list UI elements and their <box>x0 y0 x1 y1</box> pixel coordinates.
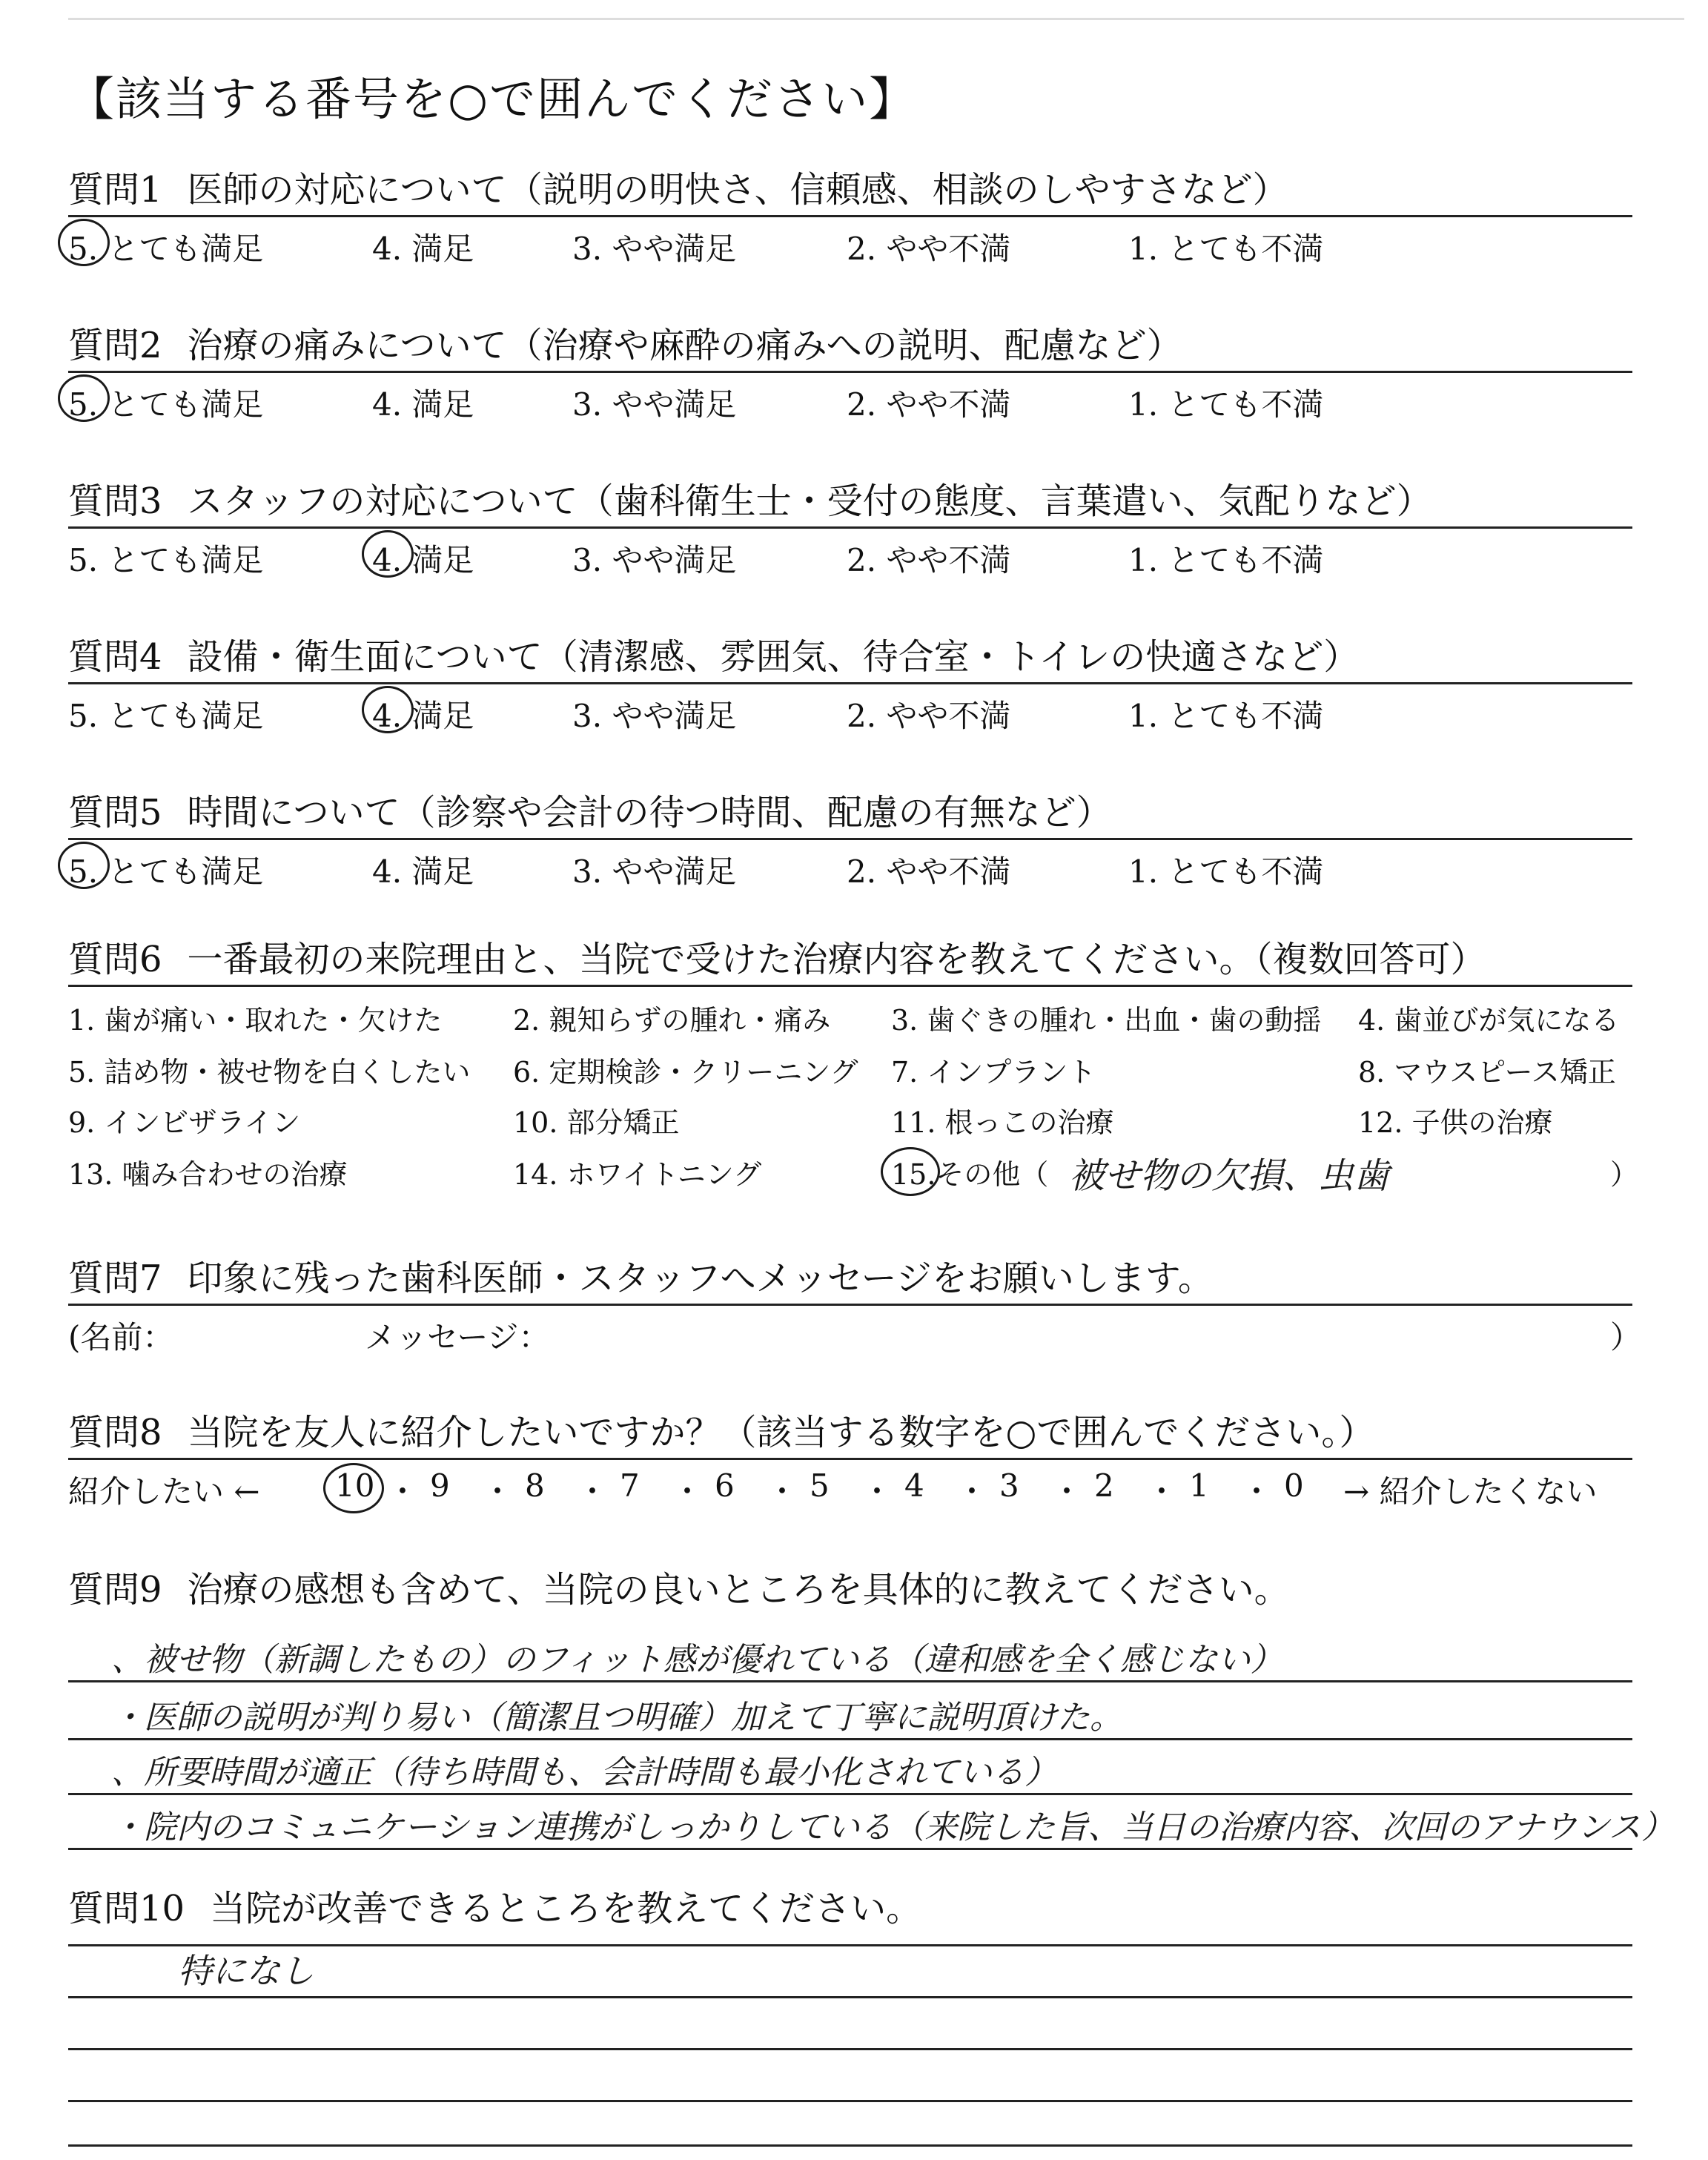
question-number: 質問4 <box>68 636 162 678</box>
question-text: 印象に残った歯科医師・スタッフへメッセージをお願いします。 <box>187 1258 1214 1299</box>
rating-options <box>68 373 1632 422</box>
reason-option-8[interactable]: 8. マウスピース矯正 <box>1358 1056 1616 1089</box>
other-reason-handwritten[interactable]: 被せ物の欠損、虫歯 <box>1069 1155 1390 1197</box>
question-text: 設備・衛生面について（清潔感、雰囲気、待合室・トイレの快適さなど） <box>187 636 1360 678</box>
rating-option-4[interactable]: 4. 満足 <box>372 386 474 423</box>
rating-option-4[interactable]: 4. 満足 <box>372 542 474 578</box>
rating-option-3[interactable]: 3. やや満足 <box>572 386 737 423</box>
rating-option-3[interactable]: 3. やや満足 <box>572 231 737 267</box>
scale-value-7[interactable]: 7 <box>620 1467 640 1504</box>
reason-option-1[interactable]: 1. 歯が痛い・取れた・欠けた <box>68 1004 443 1037</box>
selection-circle <box>362 530 414 578</box>
rating-options <box>68 217 1632 266</box>
rating-option-4[interactable]: 4. 満足 <box>372 231 474 267</box>
rating-option-5[interactable]: 5. とても満足 <box>68 231 264 267</box>
scale-separator: ・ <box>1051 1473 1083 1510</box>
question-5 <box>68 787 1632 889</box>
question-text: 医師の対応について（説明の明快さ、信頼感、相談のしやすさなど） <box>187 169 1288 211</box>
reason-option-12[interactable]: 12. 子供の治療 <box>1358 1106 1553 1139</box>
question-2 <box>68 320 1632 422</box>
reason-option-13[interactable]: 13. 噛み合わせの治療 <box>68 1158 348 1191</box>
close-paren: ） <box>1610 1158 1639 1191</box>
rating-option-3[interactable]: 3. やや満足 <box>572 542 737 578</box>
rating-option-5[interactable]: 5. とても満足 <box>68 853 264 890</box>
scale-value-0[interactable]: 0 <box>1284 1467 1304 1504</box>
rating-option-3[interactable]: 3. やや満足 <box>572 853 737 890</box>
scale-value-8[interactable]: 8 <box>525 1467 545 1504</box>
scale-separator: ・ <box>1146 1473 1178 1510</box>
reason-option-5[interactable]: 5. 詰め物・被せ物を白くしたい <box>68 1056 471 1089</box>
question-9 <box>68 1565 1632 1615</box>
rating-option-2[interactable]: 2. やや不満 <box>847 542 1011 578</box>
question-text: 治療の感想も含めて、当院の良いところを具体的に教えてください。 <box>187 1569 1290 1611</box>
scale-separator: ・ <box>956 1473 988 1510</box>
rating-option-3[interactable]: 3. やや満足 <box>572 698 737 734</box>
scale-separator: ・ <box>672 1473 704 1510</box>
reason-option-14[interactable]: 14. ホワイトニング <box>513 1158 762 1191</box>
scale-separator: ・ <box>767 1473 798 1510</box>
scale-right-label: → 紹介したくない <box>1343 1473 1598 1510</box>
question-number: 質問5 <box>68 792 162 833</box>
instruction-header: 【該当する番号を○で囲んでください】 <box>68 72 917 126</box>
question-6 <box>68 934 1639 1209</box>
rating-option-1[interactable]: 1. とても不満 <box>1128 853 1324 890</box>
question-number: 質問1 <box>68 169 162 211</box>
rating-option-4[interactable]: 4. 満足 <box>372 698 474 734</box>
rating-option-2[interactable]: 2. やや不満 <box>847 231 1011 267</box>
question-4 <box>68 632 1632 733</box>
scale-value-5[interactable]: 5 <box>810 1467 830 1504</box>
reason-option-3[interactable]: 3. 歯ぐきの腫れ・出血・歯の動揺 <box>891 1004 1322 1037</box>
message-label[interactable]: メッセージ： <box>365 1319 550 1355</box>
question-text: 一番最初の来院理由と、当院で受けた治療内容を教えてください。（複数回答可） <box>187 939 1486 980</box>
question-1 <box>68 165 1632 266</box>
rating-option-5[interactable]: 5. とても満足 <box>68 698 264 734</box>
answer-line <box>68 2143 1632 2147</box>
question-text: 治療の痛みについて（治療や麻酔の痛みへの説明、配慮など） <box>187 325 1182 366</box>
reason-options-grid <box>68 987 1639 1209</box>
reason-option-2[interactable]: 2. 親知らずの腫れ・痛み <box>513 1004 831 1037</box>
rating-option-5[interactable]: 5. とても満足 <box>68 386 264 423</box>
selection-circle <box>58 374 110 422</box>
rating-option-1[interactable]: 1. とても不満 <box>1128 542 1324 578</box>
question-number: 質問7 <box>68 1258 162 1299</box>
reason-option-11[interactable]: 11. 根っこの治療 <box>891 1106 1114 1139</box>
rating-option-4[interactable]: 4. 満足 <box>372 853 474 890</box>
selection-circle <box>323 1463 384 1513</box>
scale-separator: ・ <box>577 1473 609 1510</box>
question-text: 当院が改善できるところを教えてください。 <box>210 1888 922 1929</box>
scale-value-6[interactable]: 6 <box>715 1467 735 1504</box>
rating-option-1[interactable]: 1. とても不満 <box>1128 386 1324 423</box>
scan-edge-line <box>68 18 1684 20</box>
reason-option-9[interactable]: 9. インビザライン <box>68 1106 301 1139</box>
scale-separator: ・ <box>482 1473 514 1510</box>
good-point-handwritten[interactable]: 、被せ物（新調したもの）のフィット感が優れている（違和感を全く感じない） <box>111 1641 1283 1679</box>
selection-circle <box>58 842 110 889</box>
reason-option-7[interactable]: 7. インプラント <box>891 1056 1096 1089</box>
rating-option-2[interactable]: 2. やや不満 <box>847 698 1011 734</box>
rating-options <box>68 529 1632 578</box>
good-point-handwritten[interactable]: ・院内のコミュニケーション連携がしっかりしている（来院した旨、当日の治療内容、次回のアナウンス） <box>111 1809 1675 1846</box>
question-text: 時間について（診察や会計の待つ時間、配慮の有無など） <box>187 792 1112 833</box>
question-number: 質問8 <box>68 1412 162 1453</box>
answer-line <box>68 2098 1632 2102</box>
question-number: 質問9 <box>68 1569 162 1611</box>
scale-value-4[interactable]: 4 <box>904 1467 924 1504</box>
rating-option-1[interactable]: 1. とても不満 <box>1128 698 1324 734</box>
question-number: 質問10 <box>68 1888 185 1929</box>
scale-value-2[interactable]: 2 <box>1094 1467 1114 1504</box>
improvement-handwritten[interactable]: 特になし <box>178 1951 314 1991</box>
reason-option-4[interactable]: 4. 歯並びが気になる <box>1358 1004 1620 1037</box>
reason-option-6[interactable]: 6. 定期検診・クリーニング <box>513 1056 858 1089</box>
selection-circle <box>362 686 414 733</box>
rating-option-2[interactable]: 2. やや不満 <box>847 386 1011 423</box>
question-10 <box>68 1883 1632 1934</box>
question-3 <box>68 476 1632 578</box>
scale-left-label: 紹介したい ← <box>68 1473 260 1510</box>
selection-circle <box>58 219 110 266</box>
rating-options <box>68 840 1632 889</box>
rating-option-2[interactable]: 2. やや不満 <box>847 853 1011 890</box>
scale-value-9[interactable]: 9 <box>430 1467 450 1504</box>
close-paren: ） <box>1610 1319 1642 1355</box>
answer-line <box>68 1995 1632 1998</box>
good-point-handwritten[interactable]: ・医師の説明が判り易い（簡潔且つ明確）加えて丁寧に説明頂けた。 <box>111 1699 1122 1737</box>
rating-options <box>68 684 1632 733</box>
reason-option-10[interactable]: 10. 部分矯正 <box>513 1106 680 1139</box>
rating-option-5[interactable]: 5. とても満足 <box>68 542 264 578</box>
scale-value-10[interactable]: 10 <box>335 1467 375 1504</box>
question-number: 質問2 <box>68 325 162 366</box>
answer-line <box>68 2047 1632 2050</box>
scale-separator: ・ <box>387 1473 419 1510</box>
recommend-scale <box>68 1460 1632 1519</box>
question-text: スタッフの対応について（歯科衛生士・受付の態度、言葉遣い、気配りなど） <box>187 480 1432 522</box>
scale-separator: ・ <box>1241 1473 1273 1510</box>
name-label: (名前： <box>68 1319 174 1355</box>
question-8 <box>68 1407 1632 1519</box>
reason-option-15[interactable]: 15.その他（ <box>891 1158 1049 1191</box>
good-point-handwritten[interactable]: 、所要時間が適正（待ち時間も、会計時間も最小化されている） <box>111 1754 1057 1791</box>
scale-separator: ・ <box>861 1473 893 1510</box>
question-number: 質問3 <box>68 480 162 522</box>
selection-circle <box>881 1147 940 1196</box>
question-7 <box>68 1253 1642 1358</box>
question-text: 当院を友人に紹介したいですか？（該当する数字を○で囲んでください。） <box>187 1412 1375 1453</box>
scale-value-1[interactable]: 1 <box>1189 1467 1209 1504</box>
question-number: 質問6 <box>68 939 162 980</box>
scale-value-3[interactable]: 3 <box>999 1467 1019 1504</box>
rating-option-1[interactable]: 1. とても不満 <box>1128 231 1324 267</box>
